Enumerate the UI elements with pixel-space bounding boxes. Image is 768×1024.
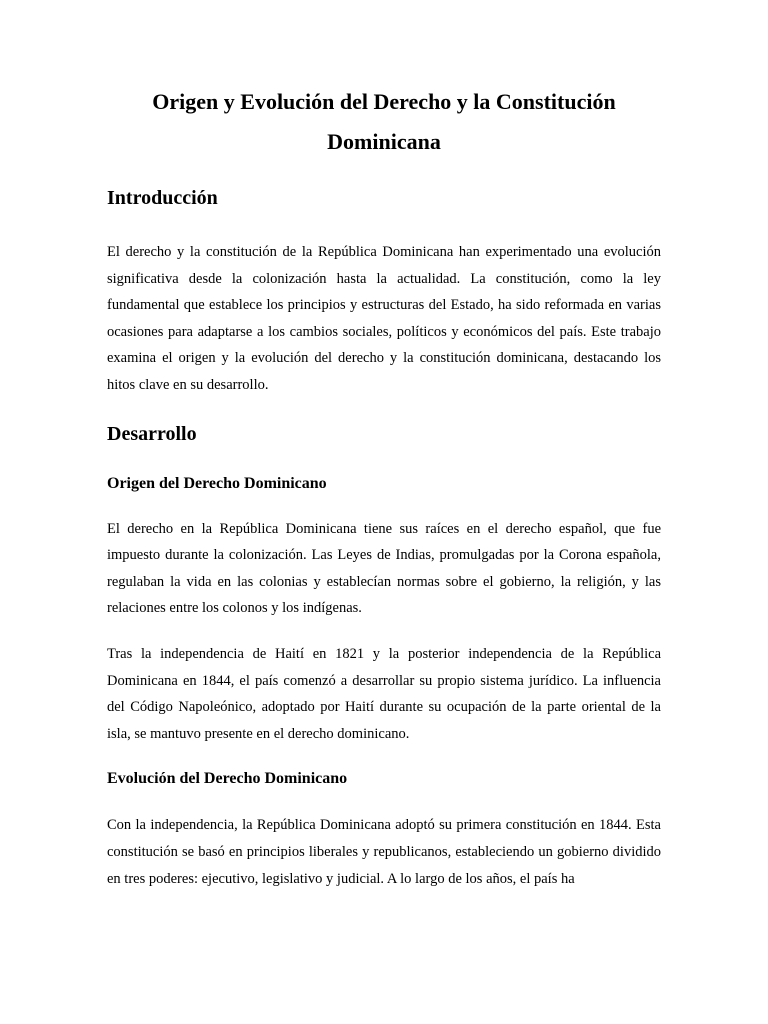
paragraph-introduccion: El derecho y la constitución de la República Dominicana han experimentado una evolución significativa desde la colonización hasta la actualidad. La constitución, como la ley fundamental que establece los principios y estructuras del Estado, ha sido reformada en varias ocasiones para adaptarse a los cambios sociales, políticos y económicos del país. Este trabajo examina el origen y la evolución del derecho y la constitución dominicana, destacando los hitos clave en su desarrollo. <box>107 244 661 393</box>
paragraph-origen-2: Tras la independencia de Haití en 1821 y la posterior independencia de la República Dominicana en 1844, el país comenzó a desarrollar su propio sistema jurídico. La influencia del Código Napoleónico, adoptado por Haití durante su ocupación de la parte oriental de la isla, se mantuvo presente en el derecho dominicano. <box>107 645 661 742</box>
section-heading-desarrollo: Desarrollo <box>107 422 197 445</box>
subsection-heading-origen: Origen del Derecho Dominicano <box>107 474 327 492</box>
paragraph-evolucion-1: Con la independencia, la República Dominicana adoptó su primera constitución en 1844. Esta constitución se basó en principios liberales y republicanos, estableciendo un gobierno dividido en tres poderes: ejecutivo, legislativo y judicial. A lo largo de los años, el país ha <box>107 817 661 887</box>
subsection-heading-evolucion: Evolución del Derecho Dominicano <box>107 770 348 788</box>
document-title: Origen y Evolución del Derecho y la Constitución Dominicana <box>152 89 616 154</box>
paragraph-origen-1: El derecho en la República Dominicana tiene sus raíces en el derecho español, que fue impuesto durante la colonización. Las Leyes de Indias, promulgadas por la Corona española, regulaban la vida en las colonias y establecían normas sobre el gobierno, la religión, y las relaciones entre los colonos y los indígenas. <box>107 520 661 617</box>
section-heading-introduccion: Introducción <box>107 187 218 209</box>
